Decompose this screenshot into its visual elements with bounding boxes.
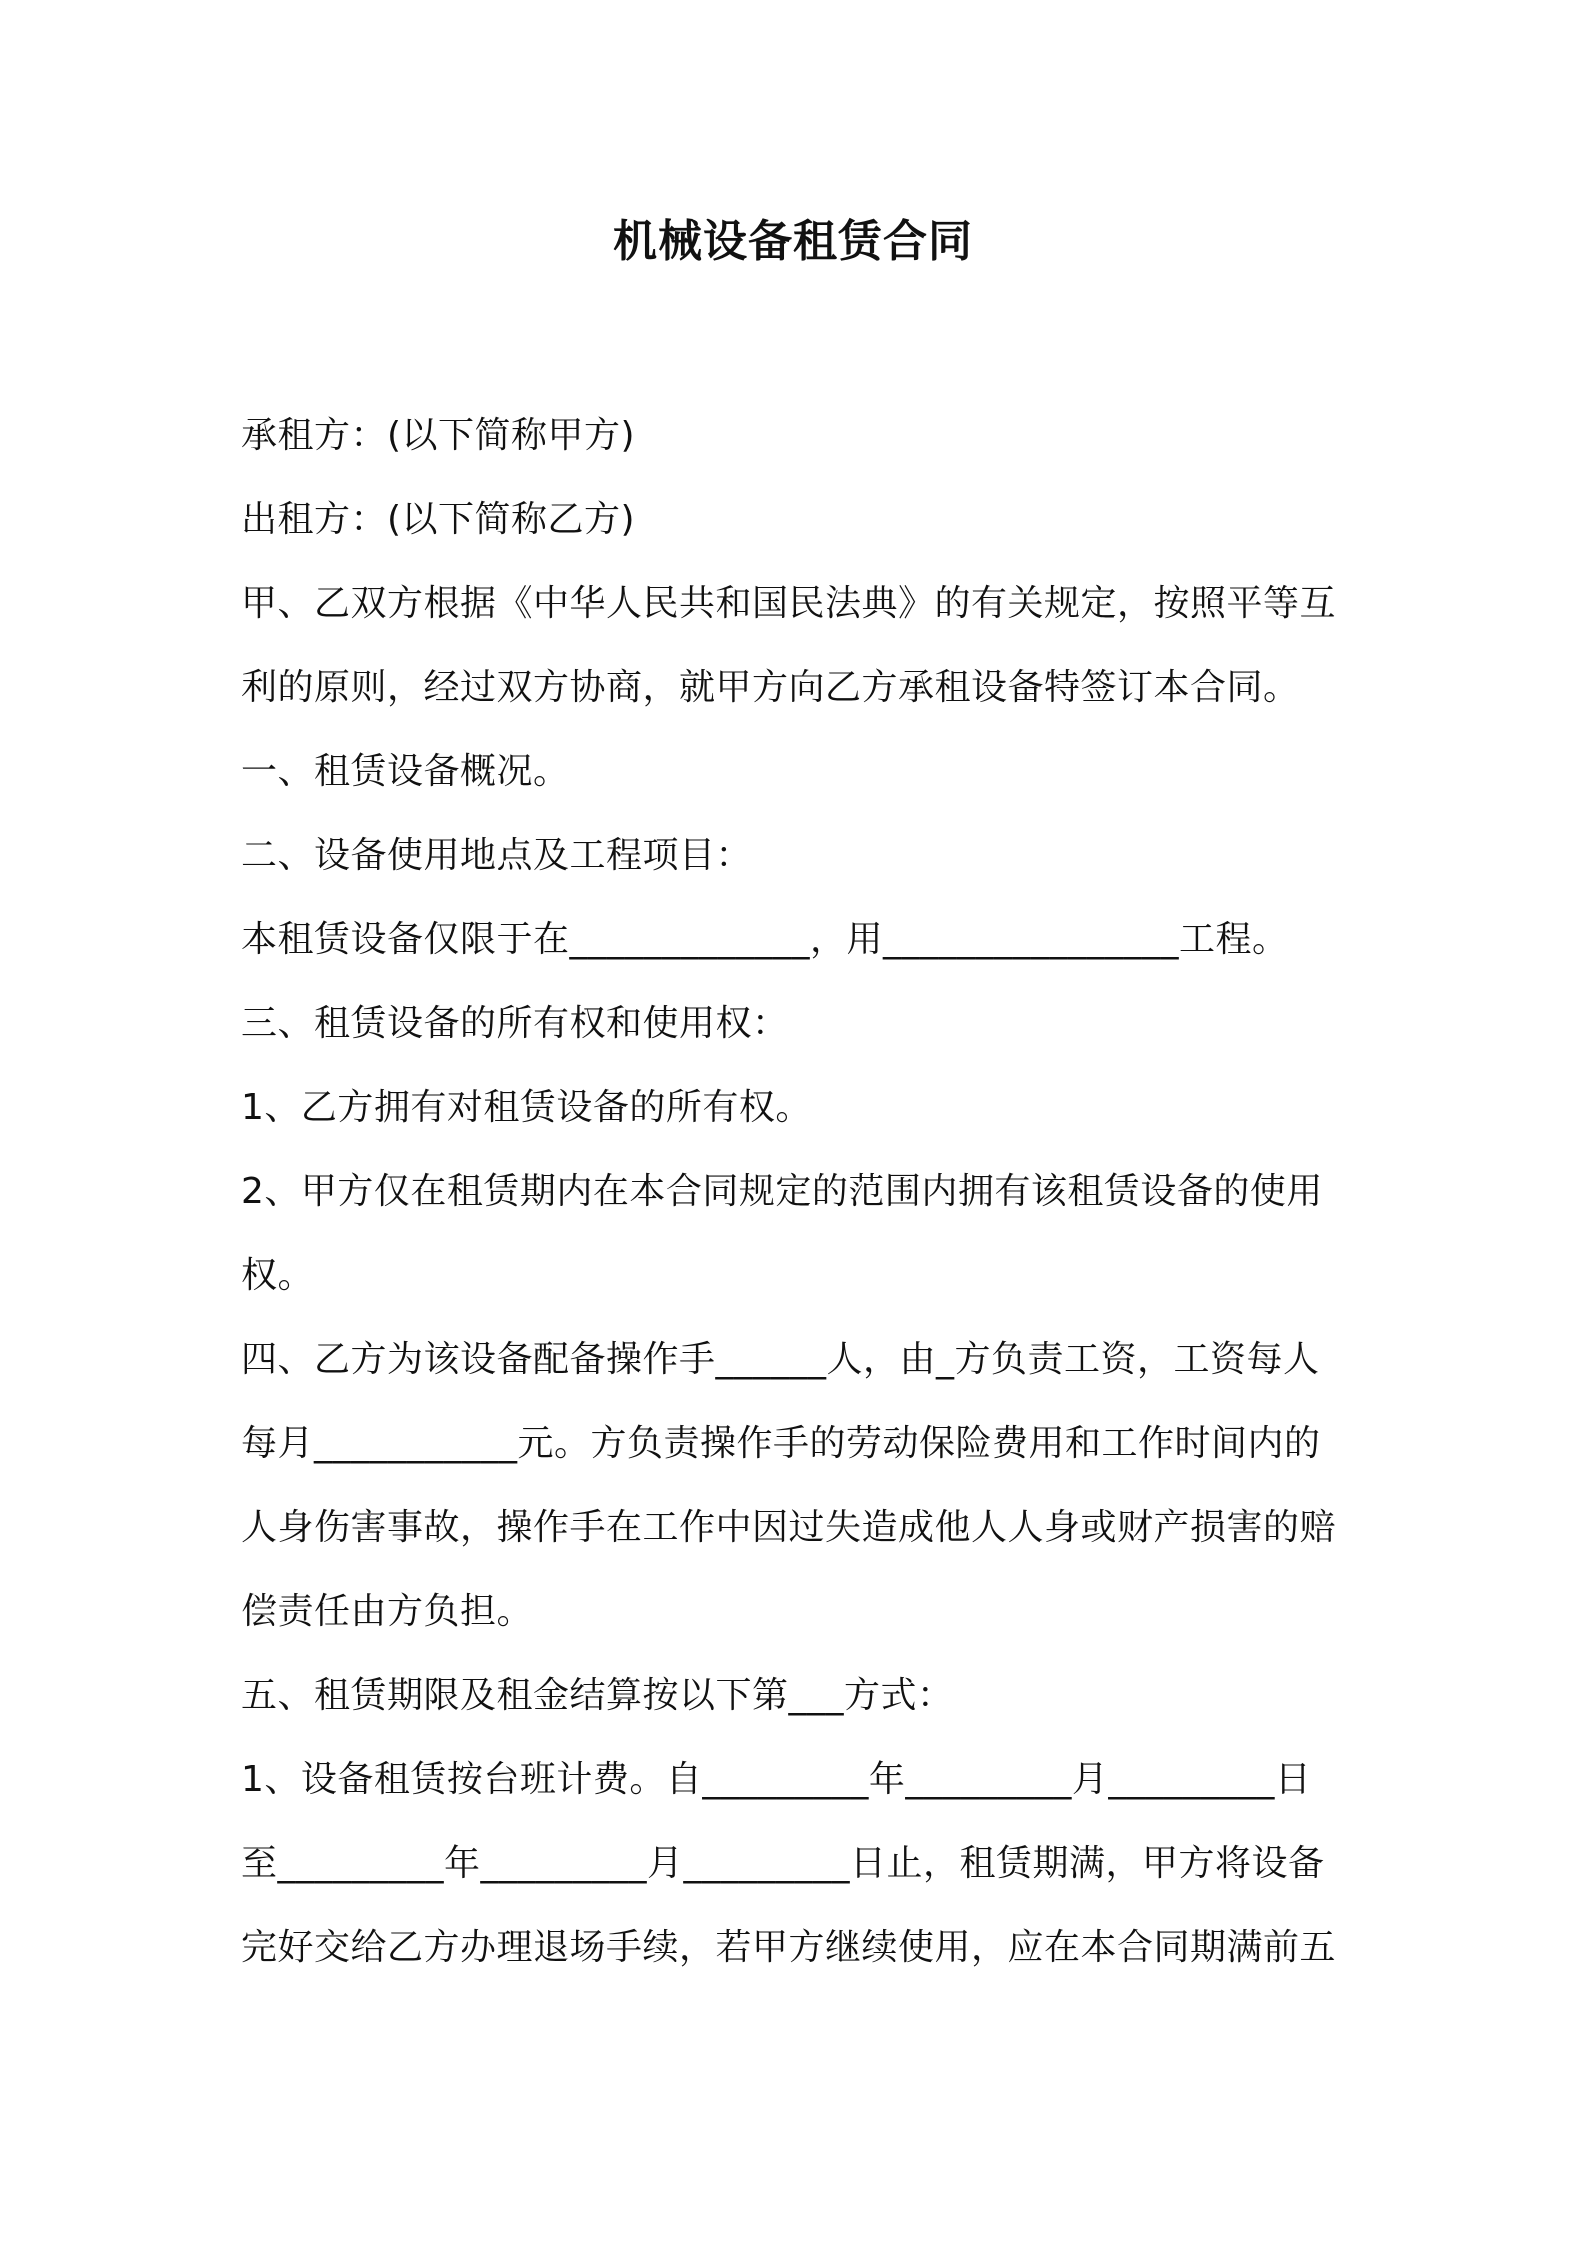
clause-3-2-line-1: 2、甲方仅在租赁期内在本合同规定的范围内拥有该租赁设备的使用 [241, 1171, 1323, 1212]
document-title: 机械设备租赁合同 [613, 216, 973, 267]
text-line-lessor: 出租方：(以下简称乙方) [241, 499, 636, 540]
section-heading-5: 五、租赁期限及租金结算按以下第___方式： [241, 1675, 954, 1716]
text-line-preamble-1: 甲、乙双方根据《中华人民共和国民法典》的有关规定，按照平等互 [241, 583, 1337, 624]
clause-3-1: 1、乙方拥有对租赁设备的所有权。 [241, 1087, 812, 1128]
section-heading-2: 二、设备使用地点及工程项目： [241, 835, 753, 876]
clause-3-2-line-2: 权。 [241, 1255, 315, 1296]
clause-5-1-line-3: 完好交给乙方办理退场手续，若甲方继续使用，应在本合同期满前五 [241, 1927, 1337, 1968]
section-4-line-4: 偿责任由方负担。 [241, 1591, 534, 1632]
text-line-lessee: 承租方：(以下简称甲方) [241, 415, 636, 456]
section-4-line-3: 人身伤害事故，操作手在工作中因过失造成他人人身或财产损害的赔 [241, 1507, 1337, 1548]
section-4-line-1: 四、乙方为该设备配备操作手______人，由_方负责工资，工资每人 [241, 1339, 1320, 1380]
section-4-line-2: 每月___________元。方负责操作手的劳动保险费用和工作时间内的 [241, 1423, 1321, 1464]
section-heading-1: 一、租赁设备概况。 [241, 751, 570, 792]
text-line-location: 本租赁设备仅限于在_____________，用________________工程。 [241, 919, 1289, 960]
text-line-preamble-2: 利的原则，经过双方协商，就甲方向乙方承租设备特签订本合同。 [241, 667, 1300, 708]
clause-5-1-line-1: 1、设备租赁按台班计费。自_________年_________月_________日 [241, 1759, 1312, 1800]
section-heading-3: 三、租赁设备的所有权和使用权： [241, 1003, 789, 1044]
clause-5-1-line-2: 至_________年_________月_________日止，租赁期满，甲方将设备 [241, 1843, 1325, 1884]
